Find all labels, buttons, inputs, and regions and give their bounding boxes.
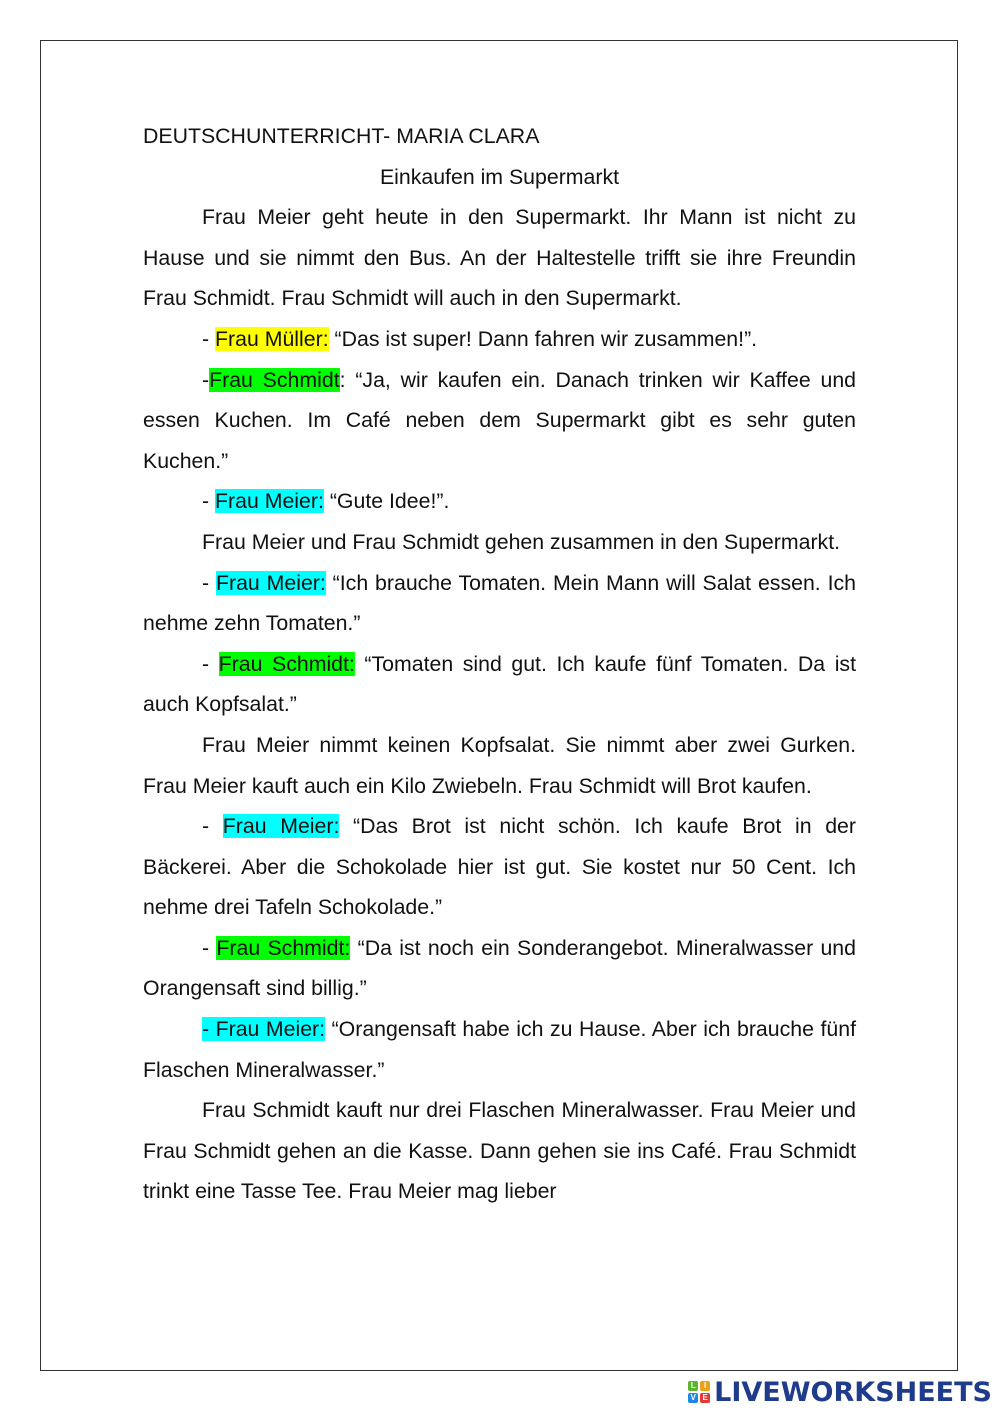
dialogue-text: “Das Brot ist nicht schön. Ich kaufe Brot in der Bäckerei. Aber die Schokolade hier ist gut. Sie kostet nur 50 Cent. Ich nehme drei Tafeln Schokolade.” (143, 814, 856, 920)
dialogue-line-1 (143, 319, 856, 360)
logo-square-l: L (688, 1381, 698, 1391)
speaker-label: Frau Schmidt: (218, 651, 355, 676)
speaker-label: Frau Meier: (215, 489, 324, 514)
logo-square-e: E (700, 1393, 710, 1403)
dialogue-dash: - (202, 935, 217, 960)
logo-square-v: V (688, 1393, 698, 1403)
dialogue-text: “Gute Idee!”. (323, 489, 450, 514)
speaker-label: Frau Schmidt: (216, 935, 351, 960)
dialogue-text: “Ich brauche Tomaten. Mein Mann will Salat essen. Ich nehme zehn Tomaten.” (143, 570, 856, 636)
dialogue-line-6 (143, 806, 856, 928)
dialogue-dash: - (202, 814, 223, 839)
dialogue-line-5 (143, 644, 856, 725)
speaker-label: Frau Meier: (215, 570, 326, 595)
dialogue-dash: - (202, 367, 210, 392)
paragraph-3: Frau Meier nimmt keinen Kopfsalat. Sie nimmt aber zwei Gurken. Frau Meier kauft auch ein Kilo Zwiebeln. Frau Schmidt will Brot kaufen. (143, 732, 856, 798)
dialogue-dash: - (202, 489, 216, 514)
document-header: DEUTSCHUNTERRICHT- MARIA CLARA (143, 124, 540, 148)
speaker-label: Frau Schmidt (209, 367, 340, 392)
dialogue-dash: - (202, 570, 216, 595)
speaker-label: - Frau Meier: (202, 1017, 326, 1042)
logo-icon (688, 1381, 710, 1403)
dialogue-line-4 (143, 563, 856, 644)
logo-text: LIVEWORKSHEETS (714, 1376, 992, 1408)
paragraph-4: Frau Schmidt kauft nur drei Flaschen Mineralwasser. Frau Meier und Frau Schmidt gehen an die Kasse. Dann gehen sie ins Café. Frau Schmidt trinkt eine Tasse Tee. Frau Meier mag lieber (143, 1098, 856, 1204)
document-body (143, 116, 856, 1212)
dialogue-text: “Das ist super! Dann fahren wir zusammen!”. (328, 326, 758, 351)
dialogue-line-3 (143, 481, 856, 522)
dialogue-line-8 (143, 1009, 856, 1090)
dialogue-line-7 (143, 928, 856, 1009)
dialogue-text: “Orangensaft habe ich zu Hause. Aber ich brauche fünf Flaschen Mineralwasser.” (143, 1017, 856, 1082)
paragraph-1: Frau Meier geht heute in den Supermarkt. Ihr Mann ist nicht zu Hause und sie nimmt den Bus. An der Haltestelle trifft sie ihre Freundin Frau Schmidt. Frau Schmidt will auch in den Supermarkt. (143, 205, 856, 311)
dialogue-text: “Tomaten sind gut. Ich kaufe fünf Tomaten. Da ist auch Kopfsalat.” (143, 651, 856, 717)
document-title: Einkaufen im Supermarkt (379, 164, 620, 189)
logo-square-i: I (700, 1381, 710, 1391)
speaker-label: Frau Müller: (215, 326, 329, 351)
dialogue-text: “Da ist noch ein Sonderangebot. Mineralwasser und Orangensaft sind billig.” (143, 935, 856, 1001)
dialogue-line-2 (143, 360, 856, 482)
paragraph-2: Frau Meier und Frau Schmidt gehen zusammen in den Supermarkt. (202, 529, 841, 554)
dialogue-dash: - (202, 326, 216, 351)
liveworksheets-logo (688, 1375, 992, 1409)
speaker-label: Frau Meier: (222, 814, 340, 839)
dialogue-text: : “Ja, wir kaufen ein. Danach trinken wir Kaffee und essen Kuchen. Im Café neben dem Supermarkt gibt es sehr guten Kuchen.” (143, 367, 857, 473)
dialogue-dash: - (202, 651, 219, 676)
